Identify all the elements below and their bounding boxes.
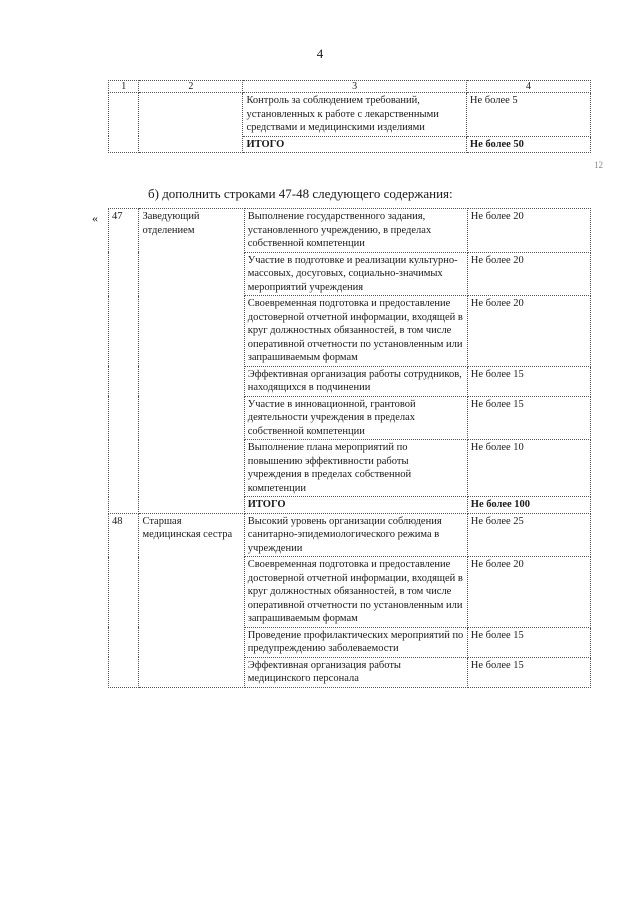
value-cell: Не более 15 bbox=[467, 657, 590, 687]
criterion-cell: Эффективная организация работы медицинского персонала bbox=[244, 657, 467, 687]
value-cell: Не более 25 bbox=[467, 513, 590, 557]
criterion-cell: Участие в подготовке и реализации культурно-массовых, досуговых, социально-значимых мероприятий учреждения bbox=[244, 252, 467, 296]
page-number: 4 bbox=[316, 46, 324, 61]
value-cell: Не более 15 bbox=[467, 366, 590, 396]
table-header-row bbox=[109, 81, 591, 93]
value-cell: Не более 20 bbox=[467, 296, 590, 367]
header-col-4: 4 bbox=[466, 81, 590, 93]
margin-mark: 12 bbox=[594, 160, 603, 170]
table-continued bbox=[108, 80, 591, 153]
row-number: 47 bbox=[109, 209, 139, 514]
intro-text: б) дополнить строками 47-48 следующего содержания: bbox=[148, 186, 453, 201]
table-row bbox=[109, 93, 591, 137]
row-number: 48 bbox=[109, 513, 139, 687]
criterion-cell: Контроль за соблюдением требований, установленных к работе с лекарственными средствами и медицинскими изделиями bbox=[243, 93, 466, 137]
value-cell: Не более 20 bbox=[467, 209, 590, 253]
header-col-2: 2 bbox=[139, 81, 243, 93]
opening-quote: « bbox=[92, 211, 98, 225]
value-cell: Не более 15 bbox=[467, 627, 590, 657]
criterion-cell: Своевременная подготовка и предоставление достоверной отчетной информации, входящей в круг должностных обязанностей, в том числе оперативной отчетности по установленным или запрашиваемым формам bbox=[244, 557, 467, 628]
value-cell: Не более 20 bbox=[467, 557, 590, 628]
header-col-1: 1 bbox=[109, 81, 139, 93]
criterion-cell: Участие в инновационной, грантовой деятельности учреждения в пределах собственной компетенции bbox=[244, 396, 467, 440]
total-value: Не более 100 bbox=[467, 497, 590, 514]
table-added-rows bbox=[108, 208, 591, 688]
table-row bbox=[109, 209, 591, 253]
value-cell: Не более 20 bbox=[467, 252, 590, 296]
empty-num-cell bbox=[109, 93, 139, 153]
position-cell: Заведующий отделением bbox=[139, 209, 244, 514]
criterion-cell: Выполнение плана мероприятий по повышению эффективности работы учреждения в пределах собственной компетенции bbox=[244, 440, 467, 497]
total-value: Не более 50 bbox=[466, 136, 590, 153]
criterion-cell: Эффективная организация работы сотрудников, находящихся в подчинении bbox=[244, 366, 467, 396]
position-cell: Старшая медицинская сестра bbox=[139, 513, 244, 687]
value-cell: Не более 5 bbox=[466, 93, 590, 137]
criterion-cell: Своевременная подготовка и предоставление достоверной отчетной информации, входящей в круг должностных обязанностей, в том числе оперативной отчетности по установленным или запрашиваемым формам bbox=[244, 296, 467, 367]
empty-position-cell bbox=[139, 93, 243, 153]
value-cell: Не более 15 bbox=[467, 396, 590, 440]
table-row bbox=[109, 513, 591, 557]
total-label: ИТОГО bbox=[244, 497, 467, 514]
criterion-cell: Высокий уровень организации соблюдения санитарно-эпидемиологического режима в учреждении bbox=[244, 513, 467, 557]
total-label: ИТОГО bbox=[243, 136, 466, 153]
value-cell: Не более 10 bbox=[467, 440, 590, 497]
criterion-cell: Выполнение государственного задания, установленного учреждению, в пределах собственной компетенции bbox=[244, 209, 467, 253]
criterion-cell: Проведение профилактических мероприятий по предупреждению заболеваемости bbox=[244, 627, 467, 657]
header-col-3: 3 bbox=[243, 81, 466, 93]
